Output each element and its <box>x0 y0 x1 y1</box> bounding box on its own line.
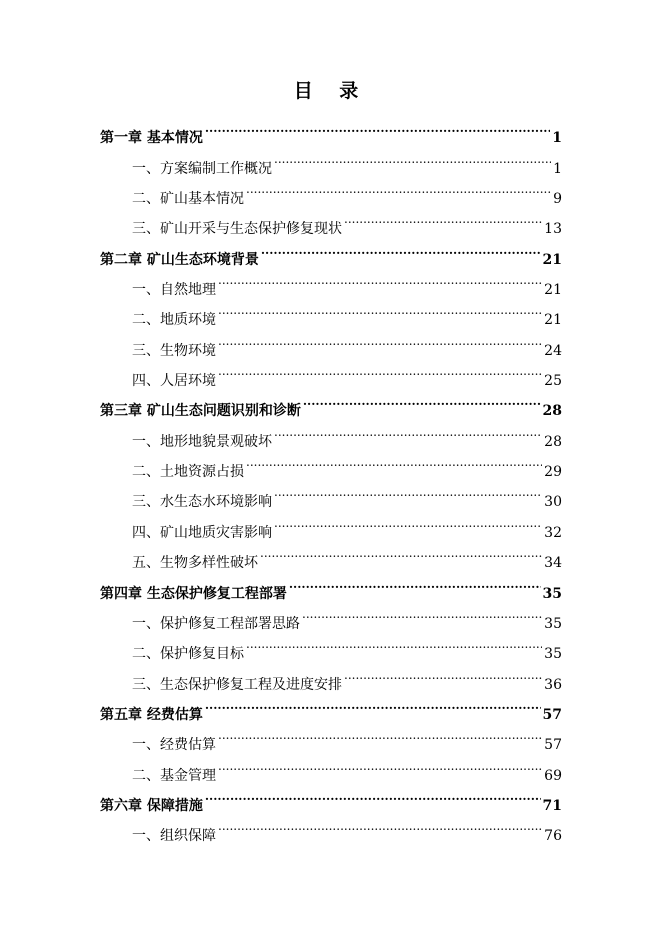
toc-entry-label: 一、组织保障 <box>132 828 216 845</box>
toc-page-number: 21 <box>542 251 562 268</box>
toc-page-number: 35 <box>542 585 562 602</box>
toc-entry-label: 一、经费估算 <box>132 737 216 754</box>
toc-page-number: 1 <box>552 130 562 147</box>
toc-page-number: 35 <box>544 615 562 632</box>
page-title: 目 录 <box>293 80 369 102</box>
toc-entry-label: 一、自然地理 <box>132 282 216 299</box>
toc-entry-label: 三、生物环境 <box>132 342 216 359</box>
toc-page-number: 69 <box>544 767 562 784</box>
toc-page-number: 32 <box>544 524 562 541</box>
dot-leader <box>246 173 551 203</box>
dot-leader <box>205 780 541 810</box>
toc-page-number: 76 <box>544 828 562 845</box>
dot-leader <box>218 810 542 840</box>
toc-entry-label: 三、生态保护修复工程及进度安排 <box>132 676 342 693</box>
toc-entry-label: 五、生物多样性破坏 <box>132 555 258 572</box>
toc-page-number: 57 <box>542 706 562 723</box>
dot-leader <box>274 142 551 172</box>
toc-entry-label: 第六章 保障措施 <box>100 797 203 814</box>
dot-leader <box>218 749 542 779</box>
toc-page-number: 71 <box>542 797 562 814</box>
toc-page-number: 36 <box>544 676 562 693</box>
toc-entry-label: 第一章 基本情况 <box>100 130 203 147</box>
dot-leader <box>344 658 542 688</box>
dot-leader <box>303 385 541 415</box>
toc-page-number: 57 <box>544 737 562 754</box>
toc-page-number: 28 <box>544 433 562 450</box>
toc-entry-label: 二、土地资源占损 <box>132 464 244 481</box>
toc-page-number: 1 <box>553 160 562 177</box>
toc-entry-label: 四、矿山地质灾害影响 <box>132 524 272 541</box>
toc-entry-label: 一、方案编制工作概况 <box>132 160 272 177</box>
toc-entry-label: 二、保护修复目标 <box>132 646 244 663</box>
dot-leader <box>205 689 541 719</box>
dot-leader <box>205 112 550 142</box>
toc-page-number: 29 <box>544 464 562 481</box>
dot-leader <box>289 567 541 597</box>
dot-leader <box>261 233 541 263</box>
dot-leader <box>260 537 542 567</box>
toc-entry-label: 二、基金管理 <box>132 767 216 784</box>
toc-entry-label: 三、矿山开采与生态保护修复现状 <box>132 221 342 238</box>
toc-entry-label: 第二章 矿山生态环境背景 <box>100 251 259 268</box>
dot-leader <box>218 324 542 354</box>
dot-leader <box>274 506 542 536</box>
dot-leader <box>218 264 542 294</box>
toc-entry-label: 一、地形地貌景观破坏 <box>132 433 272 450</box>
toc-entry-label: 第五章 经费估算 <box>100 706 203 723</box>
toc-entry-label: 三、水生态水环境影响 <box>132 494 272 511</box>
toc-page-number: 9 <box>553 191 562 208</box>
dot-leader <box>218 355 542 385</box>
toc-page-number: 34 <box>544 555 562 572</box>
dot-leader <box>246 446 542 476</box>
dot-leader <box>218 294 542 324</box>
toc-page-number: 25 <box>544 373 562 390</box>
toc-page-number: 21 <box>544 312 562 329</box>
toc-page-number: 21 <box>544 282 562 299</box>
toc-entry-label: 第四章 生态保护修复工程部署 <box>100 585 287 602</box>
toc-page-number: 35 <box>544 646 562 663</box>
dot-leader <box>274 415 542 445</box>
toc-entry-label: 二、地质环境 <box>132 312 216 329</box>
dot-leader <box>246 628 542 658</box>
table-of-contents <box>100 112 562 845</box>
toc-page-number: 28 <box>542 403 562 420</box>
dot-leader <box>302 598 542 628</box>
dot-leader <box>218 719 542 749</box>
toc-page-number: 24 <box>544 342 562 359</box>
toc-entry-label: 四、人居环境 <box>132 373 216 390</box>
toc-page-number: 13 <box>544 221 562 238</box>
dot-leader <box>274 476 542 506</box>
toc-chapter-entry[interactable] <box>100 112 562 147</box>
toc-page-number: 30 <box>544 494 562 511</box>
dot-leader <box>344 203 542 233</box>
toc-entry-label: 第三章 矿山生态问题识别和诊断 <box>100 403 301 420</box>
toc-entry-label: 二、矿山基本情况 <box>132 191 244 208</box>
toc-entry-label: 一、保护修复工程部署思路 <box>132 615 300 632</box>
